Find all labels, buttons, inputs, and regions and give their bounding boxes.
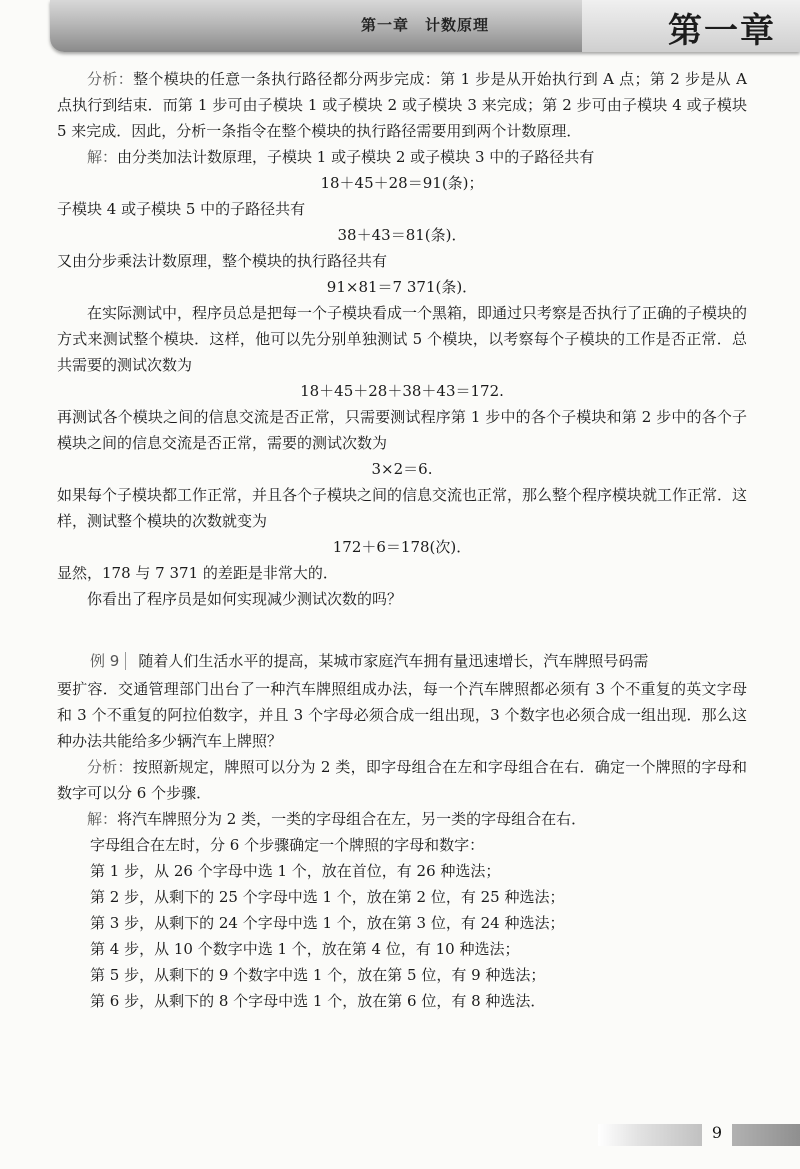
section-tag: 解： xyxy=(87,148,118,166)
paragraph xyxy=(57,404,747,456)
step-line: 第 4 步，从 10 个数字中选 1 个，放在第 4 位，有 10 种选法； xyxy=(90,940,520,958)
paragraph xyxy=(57,248,747,274)
page-header xyxy=(50,0,800,52)
paragraph-text: 又由分步乘法计数原理，整个模块的执行路径共有 xyxy=(57,252,388,270)
example-heading xyxy=(57,646,747,676)
example-continuation: 要扩容．交通管理部门出台了一种汽车牌照组成办法，每一个汽车牌照都必须有 3 个不重复的英文字母和 3 个不重复的阿拉伯数字，并且 3 个字母必须合成一组出现，3 个数字也必须合成一组出现．那么这种办法共能给多少辆汽车上牌照？ xyxy=(57,680,747,750)
paragraph-text: 你看出了程序员是如何实现减少测试次数的吗？ xyxy=(87,590,403,608)
paragraph xyxy=(57,482,747,534)
paragraph xyxy=(57,586,747,612)
paragraph xyxy=(57,806,747,832)
step-line: 第 1 步，从 26 个字母中选 1 个，放在首位，有 26 种选法； xyxy=(90,862,501,880)
section-tag: 解： xyxy=(87,810,118,828)
formula: 18＋45＋28＝91(条)； xyxy=(320,174,484,192)
paragraph-text: 将汽车牌照分为 2 类，一类的字母组合在左，另一类的字母组合在右． xyxy=(117,810,587,828)
paragraph xyxy=(57,300,747,378)
paragraph xyxy=(57,560,747,586)
paragraph-text: 显然，178 与 7 371 的差距是非常大的． xyxy=(57,564,338,582)
step-line: 第 5 步，从剩下的 9 个数字中选 1 个，放在第 5 位，有 9 种选法； xyxy=(90,966,546,984)
paragraph xyxy=(57,144,747,170)
page-content xyxy=(57,66,747,1014)
solution-section xyxy=(57,66,747,612)
page-number: 9 xyxy=(702,1120,732,1146)
formula: 3×2＝6. xyxy=(371,460,433,478)
formula: 38＋43＝81(条)． xyxy=(337,226,467,244)
chapter-tab xyxy=(582,0,800,52)
step-line: 第 6 步，从剩下的 8 个字母中选 1 个，放在第 6 位，有 8 种选法． xyxy=(90,992,546,1010)
paragraph-text: 在实际测试中，程序员总是把每一个子模块看成一个黑箱，即通过只考察是否执行了正确的子模块的方式来测试整个模块．这样，他可以先分别单独测试 5 个模块，以考察每个子模块的工作是否正常．总共需要的测试次数为 xyxy=(57,304,748,374)
formula: 18＋45＋28＋38＋43＝172. xyxy=(300,382,504,400)
paragraph-text: 整个模块的任意一条执行路径都分两步完成：第 1 步是从开始执行到 A 点；第 2 步是从 A 点执行到结束．而第 1 步可由子模块 1 或子模块 2 或子模块 3 来完成；第 2 步可由子模块 4 或子模块 5 来完成．因此，分析一条指令在整个模块的执行路径需要用到两个计数原理． xyxy=(57,70,747,140)
paragraph xyxy=(57,196,747,222)
paragraph-text: 如果每个子模块都工作正常，并且各个子模块之间的信息交流也正常，那么整个程序模块就工作正常．这样，测试整个模块的次数就变为 xyxy=(57,486,748,530)
paragraph xyxy=(57,754,747,806)
step-line: 字母组合在左时，分 6 个步骤确定一个牌照的字母和数字： xyxy=(90,836,485,854)
example-text: 随着人们生活水平的提高，某城市家庭汽车拥有量迅速增长，汽车牌照号码需 xyxy=(138,652,649,670)
paragraph-text: 再测试各个模块之间的信息交流是否正常，只需要测试程序第 1 步中的各个子模块和第 2 步中的各个子模块之间的信息交流是否正常，需要的测试次数为 xyxy=(57,408,747,452)
formula: 91×81＝7 371(条)． xyxy=(326,278,478,296)
section-tag: 分析： xyxy=(87,70,134,88)
chapter-label: 第一章 xyxy=(668,11,776,51)
section-tag: 分析： xyxy=(87,758,133,776)
paragraph-text: 按照新规定，牌照可以分为 2 类，即字母组合在左和字母组合在右．确定一个牌照的字母和数字可以分 6 个步骤． xyxy=(57,758,747,802)
example-solution xyxy=(57,754,747,1014)
paragraph xyxy=(57,66,747,144)
example-tag: 例 9 xyxy=(90,652,126,670)
footer-bar xyxy=(598,1124,800,1146)
step-line: 第 3 步，从剩下的 24 个字母中选 1 个，放在第 3 位，有 24 种选法； xyxy=(90,914,565,932)
running-title: 第一章 计数原理 xyxy=(360,16,489,34)
step-line: 第 2 步，从剩下的 25 个字母中选 1 个，放在第 2 位，有 25 种选法； xyxy=(90,888,565,906)
formula: 172＋6＝178(次)． xyxy=(332,538,472,556)
paragraph-text: 由分类加法计数原理，子模块 1 或子模块 2 或子模块 3 中的子路径共有 xyxy=(117,148,595,166)
paragraph-text: 子模块 4 或子模块 5 中的子路径共有 xyxy=(57,200,306,218)
